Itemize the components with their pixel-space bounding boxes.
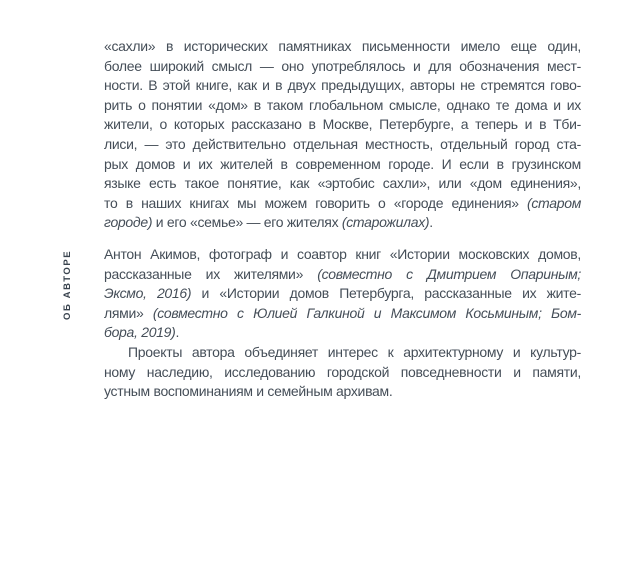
text-line (104, 37, 581, 57)
text-segment: лями» (104, 304, 153, 321)
text-line (104, 363, 581, 383)
text-segment: и его «семье» — его жителях (152, 214, 342, 231)
text-line (104, 245, 581, 265)
italic-text-segment: городе) (104, 214, 153, 231)
italic-text-segment: Эксмо, 2016) (104, 285, 192, 302)
section-side-label: ОБ АВТОРЕ (62, 249, 73, 320)
text-segment: Антон Акимов, фотограф и соавтор книг «Истории московских домов, (104, 245, 581, 262)
text-line (104, 284, 581, 304)
text-line (104, 213, 581, 233)
text-segment: рых домов и их жителей в современном городе. И если в грузинском (104, 155, 581, 172)
text-line (104, 265, 581, 285)
text-segment: лиси, — это действительно отдельная местность, отдельный город ста- (104, 135, 581, 152)
text-line (104, 155, 581, 175)
paragraph (104, 37, 581, 233)
text-line (104, 194, 581, 214)
paragraph (104, 245, 581, 343)
text-segment: рить о понятии «дом» в таком глобальном смысле, однако те дома и их (104, 96, 581, 113)
text-segment: более широкий смысл — оно употреблялось и для обозначения мест- (104, 57, 581, 74)
text-segment: рассказанные их жителями» (104, 265, 318, 282)
text-segment: ности. В этой книге, как и в двух предыдущих, авторы не стремятся гово- (104, 77, 581, 94)
italic-text-segment: бора, 2019) (104, 324, 176, 341)
text-segment: языке есть такое понятие, как «эртобис сахли», или «дом единения», (104, 175, 581, 192)
text-line (104, 96, 581, 116)
text-segment: жители, о которых рассказано в Москве, Петербурге, а теперь и в Тби- (104, 116, 581, 133)
text-segment: Проекты автора объединяет интерес к архитектурному и культур- (128, 343, 581, 360)
text-line (104, 304, 581, 324)
text-line (104, 135, 581, 155)
italic-text-segment: (совместно с Юлией Галкиной и Максимом Косьминым; Бом- (152, 304, 581, 321)
text-line (104, 174, 581, 194)
text-segment: и «Истории домов Петербурга, рассказанные их жите- (191, 285, 581, 302)
text-segment: «сахли» в исторических памятниках письменности имело еще один, (104, 38, 581, 54)
text-segment: . (175, 324, 180, 341)
text-segment: . (429, 214, 433, 231)
paragraph (104, 343, 581, 402)
italic-text-segment: (старожилах) (341, 214, 430, 231)
text-segment: устным воспоминаниям и семейным архивам. (104, 383, 393, 400)
text-line (104, 115, 581, 135)
text-line (104, 323, 581, 343)
text-line (104, 76, 581, 96)
text-line (104, 382, 581, 402)
text-line (104, 343, 581, 363)
text-segment: то в наших книгах мы можем говорить о «городе единения» (104, 194, 527, 211)
text-line (104, 57, 581, 77)
italic-text-segment: (совместно с Дмитрием Опариным; (317, 265, 581, 282)
text-segment: ному наследию, исследованию городской повседневности и памяти, (104, 363, 581, 380)
text-column (104, 37, 581, 402)
italic-text-segment: (старом (526, 194, 581, 211)
